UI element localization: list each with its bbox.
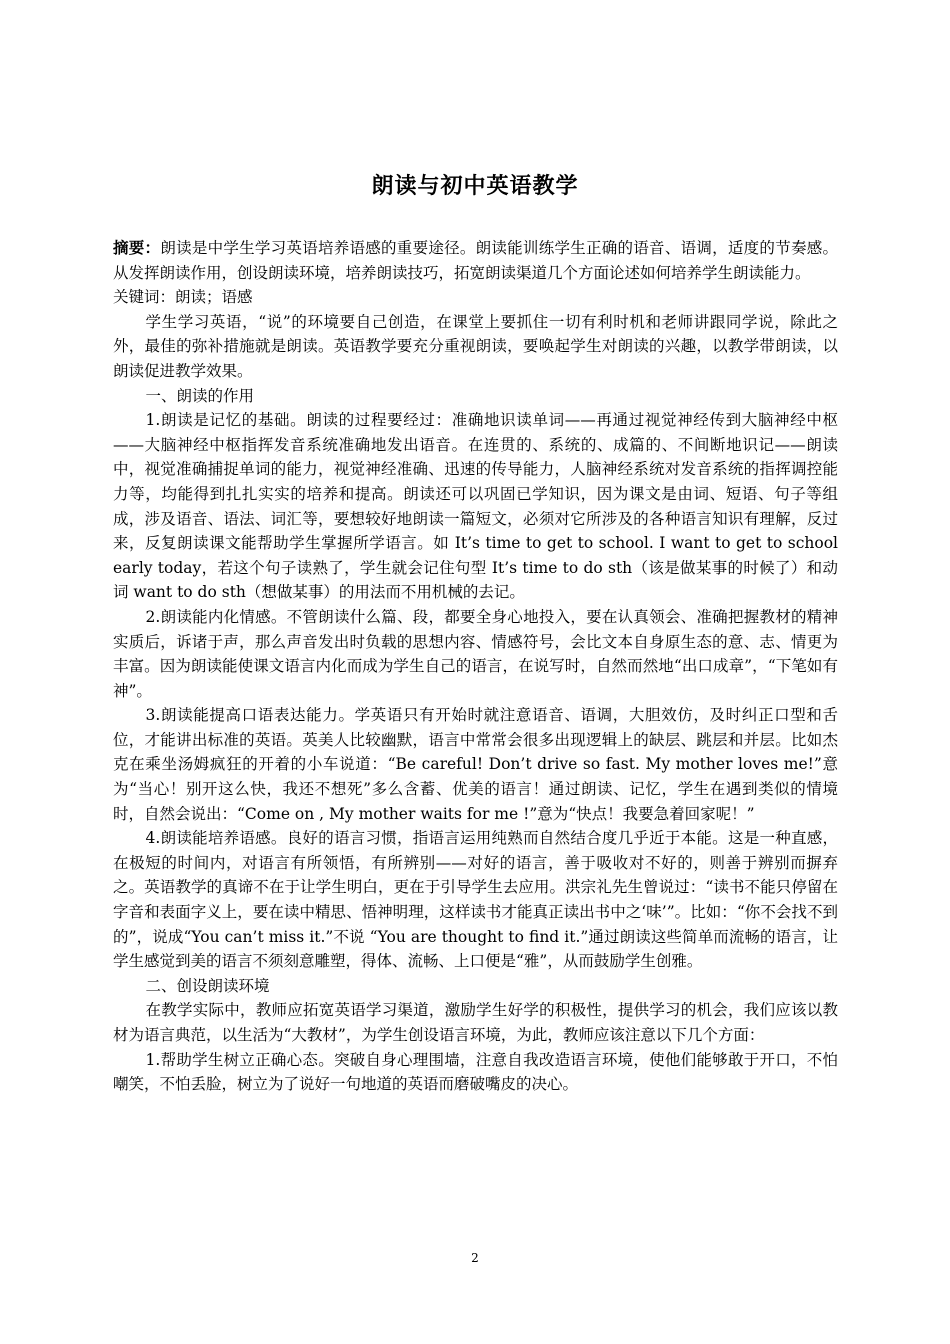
paragraph-oral: 3.朗读能提高口语表达能力。学英语只有开始时就注意语音、语调，大胆效仿，及时纠正口型和舌位，才能讲出标准的英语。英美人比较幽默，语言中常常会很多出现逻辑上的缺层、跳层和并层。比如杰克在乘坐汤姆疯狂的开着的小车说道：“Be careful! Don’t drive so fast. My mother loves me!”意为“当心！别开这么快，我还不想死”多么含蓄、优美的语言！通过朗读、记忆，学生在遇到类似的情境时，自然会说出：“Come on , My mother waits for me !”意为“快点！我要急着回家呢！”	[113, 706, 838, 823]
keywords-line: 关键词：朗读；语感	[113, 288, 253, 307]
section-heading-2: 二、创设朗读环境	[145, 976, 270, 995]
page-title: 朗读与初中英语教学	[371, 174, 579, 199]
paragraph-memory: 1.朗读是记忆的基础。朗读的过程要经过：准确地识读单词——再通过视觉神经传到大脑神经中枢——大脑神经中枢指挥发音系统准确地发出语音。在连贯的、系统的、成篇的、不间断地识记——朗读中，视觉准确捕捉单词的能力，视觉神经准确、迅速的传导能力，人脑神经系统对发音系统的指挥调控能力等，均能得到扎扎实实的培养和提高。朗读还可以巩固已学知识，因为课文是由词、短语、句子等组成，涉及语音、语法、词汇等，要想较好地朗读一篇短文，必须对它所涉及的各种语言知识有理解，反过来，反复朗读课文能帮助学生掌握所学语言。如 It’s time to get to school. I want to get to school early today，若这个句子读熟了，学生就会记住句型 It’s time to do sth（该是做某事的时候了）和动词 want to do sth（想做某事）的用法而不用机械的去记。	[113, 411, 838, 602]
document-body	[113, 236, 838, 1097]
paragraph-emotion: 2.朗读能内化情感。不管朗读什么篇、段，都要全身心地投入，要在认真领会、准确把握教材的精神实质后，诉诸于声，那么声音发出时负载的思想内容、情感符号，会比文本自身原生态的意、志、情更为丰富。因为朗读能使课文语言内化而成为学生自己的语言，在说写时，自然而然地“出口成章”，“下笔如有神”。	[113, 607, 838, 700]
paragraph-mindset: 1.帮助学生树立正确心态。突破自身心理围墙，注意自我改造语言环境，使他们能够敢于开口，不怕嘲笑，不怕丢脸，树立为了说好一句地道的英语而磨破嘴皮的决心。	[113, 1050, 838, 1094]
abstract-label: 摘要：	[113, 239, 161, 257]
page-number: 2	[471, 1251, 479, 1265]
paragraph-sense: 4.朗读能培养语感。良好的语言习惯，指语言运用纯熟而自然结合度几乎近于本能。这是一种直感，在极短的时间内，对语言有所领悟，有所辨别——对好的语言，善于吸收对不好的，则善于辨别而摒弃之。英语教学的真谛不在于让学生明白，更在于引导学生去应用。洪宗礼先生曾说过：“读书不能只停留在字音和表面字义上，要在读中精思、悟神明理，这样读书才能真正读出书中之‘味’”。比如：“你不会找不到的”，说成“You can’t miss it.”不说 “You are thought to find it.”通过朗读这些简单而流畅的语言，让学生感觉到美的语言不须刻意雕塑，得体、流畅、上口便是“雅”，从而鼓励学生创雅。	[113, 829, 838, 971]
intro-paragraph: 学生学习英语，“说”的环境要自己创造，在课堂上要抓住一切有利时机和老师讲跟同学说，除此之外，最佳的弥补措施就是朗读。英语教学要充分重视朗读，要唤起学生对朗读的兴趣，以教学带朗读，以朗读促进教学效果。	[113, 312, 838, 380]
abstract-text: 朗读是中学生学习英语培养语感的重要途径。朗读能训练学生正确的语音、语调，适度的节奏感。从发挥朗读作用，创设朗读环境，培养朗读技巧，拓宽朗读渠道几个方面论述如何培养学生朗读能力。	[113, 239, 838, 282]
abstract-paragraph	[113, 236, 838, 285]
section-heading-1: 一、朗读的作用	[145, 386, 255, 405]
paragraph-environment: 在教学实际中，教师应拓宽英语学习渠道，激励学生好学的积极性，提供学习的机会，我们应该以教材为语言典范，以生活为“大教材”，为学生创设语言环境，为此，教师应该注意以下几个方面：	[113, 1001, 838, 1044]
